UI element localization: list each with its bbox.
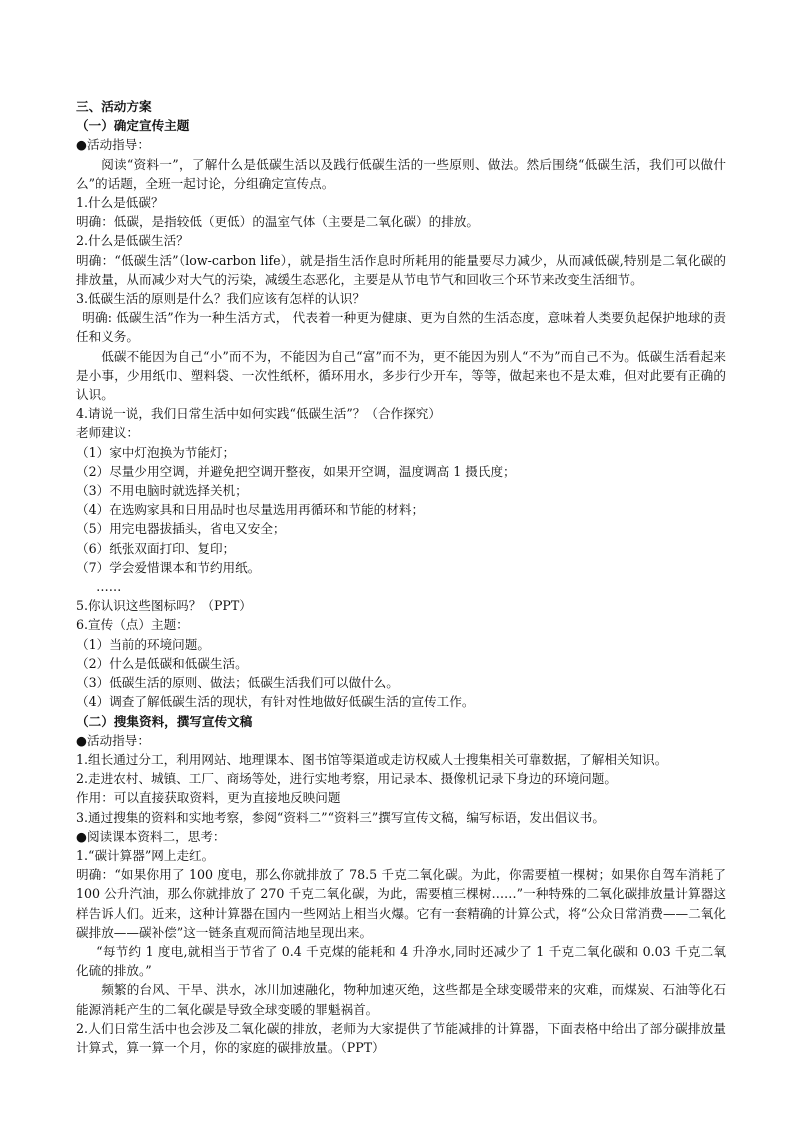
answer-2: 明确：“低碳生活”（low-carbon life），就是指生活作息时所耗用的能量要尽力减少，从而减低碳,特别是二氧化碳的排放量，从而减少对大气的污染，减缓生态恶化，主要是从节电节气和回收三个环节来改变生活细节。 (76, 252, 726, 287)
guide-step-2: 2.走进农村、城镇、工厂、商场等处，进行实地考察，用记录本、摄像机记录下身边的环境问题。 (76, 771, 617, 787)
list-item: （3）不用电脑时就选择关机； (76, 483, 248, 499)
reading-item-2: 2.人们日常生活中也会涉及二氧化碳的排放，老师为大家提供了节能减排的计算器，下面表格中给出了部分碳排放量计算式，算一算一个月，你的家庭的碳排放量。（PPT） (76, 1020, 726, 1055)
answer-1: 明确：低碳，是指较低（更低）的温室气体（主要是二氧化碳）的排放。 (76, 214, 479, 230)
guide-step-purpose: 作用：可以直接获取资料，更为直接地反映问题 (76, 790, 341, 806)
activity-guide-label-1: ●活动指导： (76, 137, 150, 153)
question-4: 4.请说一说，我们日常生活中如何实践“低碳生活”？（合作探究） (76, 406, 441, 422)
list-item: （2）什么是低碳和低碳生活。 (76, 655, 248, 671)
guide-step-3: 3.通过搜集的资料和实地考察，参阅“资料二”“资料三”撰写宣传文稿，编写标语，发出倡议书。 (76, 809, 605, 825)
subsection-heading-1: （一）确定宣传主题 (76, 118, 190, 134)
section-heading: 三、活动方案 (76, 99, 152, 114)
question-3: 3.低碳生活的原则是什么？我们应该有怎样的认识？ (76, 291, 366, 307)
guide-step-1: 1.组长通过分工，利用网站、地理课本、图书馆等渠道或走访权威人士搜集相关可靠数据，了解相关知识。 (76, 751, 668, 767)
answer-3: 明确: 低碳生活”作为一种生活方式， 代表着一种更为健康、更为自然的生活态度，意味着人类要负起保护地球的责任和义务。 (76, 310, 726, 345)
list-item: （2）尽量少用空调，并避免把空调开整夜，如果开空调，温度调高 1 摄氏度； (76, 463, 516, 479)
intro-paragraph: 阅读“资料一”，了解什么是低碳生活以及践行低碳生活的一些原则、做法。然后围绕“低碳生活，我们可以做什么”的话题，全班一起讨论，分组确定宣传点。 (76, 156, 726, 191)
list-item: （4）在选购家具和日用品时也尽量选用再循环和节能的材料； (76, 502, 425, 518)
list-item: （5）用完电器拔插头，省电又安全； (76, 521, 286, 537)
list-item: （4）调查了解低碳生活的现状，有针对性地做好低碳生活的宣传工作。 (76, 694, 475, 710)
question-5: 5.你认识这些图标吗？（PPT） (76, 598, 252, 614)
document-page (76, 97, 726, 1057)
reading-quote: “每节约 1 度电,就相当于节省了 0.4 千克煤的能耗和 4 升净水,同时还减少了 1 千克二氧化碳和 0.03 千克二氧化硫的排放。” (76, 943, 726, 979)
subsection-heading-2: （二）搜集资料，撰写宣传文稿 (76, 713, 253, 729)
list-item: （3）低碳生活的原则、做法；低碳生活我们可以做什么。 (76, 675, 399, 691)
teacher-suggestion-label: 老师建议： (76, 425, 139, 441)
question-2: 2.什么是低碳生活？ (76, 233, 189, 249)
activity-guide-label-2: ●活动指导： (76, 732, 150, 748)
list-item: （1）当前的环境问题。 (76, 636, 210, 652)
list-item: （6）纸张双面打印、复印； (76, 540, 236, 556)
question-6: 6.宣传（点）主题： (76, 617, 189, 633)
answer-3-continued: 低碳不能因为自己“小”而不为，不能因为自己“富”而不为，更不能因为别人“不为”而自己不为。低碳生活看起来是小事，少用纸巾、塑料袋、一次性纸杯，循环用水，多步行少开车，等等，做起来也不是太难，但对此要有正确的认识。 (76, 348, 726, 403)
reading-answer-1: 明确：“如果你用了 100 度电，那么你就排放了 78.5 千克二氧化碳。为此，你需要植一棵树；如果你自驾车消耗了 100 公升汽油，那么你就排放了 270 千克二氧化碳，为此，需要植三棵树……”一种特殊的二氧化碳排放量计算器这样告诉人们。近来，这种计算器在国内一些网站上相当火爆。它有一套精确的计算公式，将“公众日常消费——二氧化碳排放——碳补偿”这一链条直观而简洁地呈现出来。 (76, 867, 726, 940)
list-item: （1）家中灯泡换为节能灯； (76, 444, 236, 460)
reading-item-1: 1.“碳计算器”网上走红。 (76, 847, 215, 863)
question-1: 1.什么是低碳？ (76, 195, 164, 211)
list-item: （7）学会爱惜课本和节约用纸。 (76, 559, 261, 575)
ellipsis: …… (96, 579, 122, 595)
reading-paragraph: 频繁的台风、干旱、洪水，冰川加速融化，物种加速灭绝，这些都是全球变暖带来的灾难，而煤炭、石油等化石能源消耗产生的二氧化碳是导致全球变暖的罪魁祸首。 (76, 982, 726, 1017)
reading-label: ●阅读课本资料二，思考： (76, 828, 226, 844)
